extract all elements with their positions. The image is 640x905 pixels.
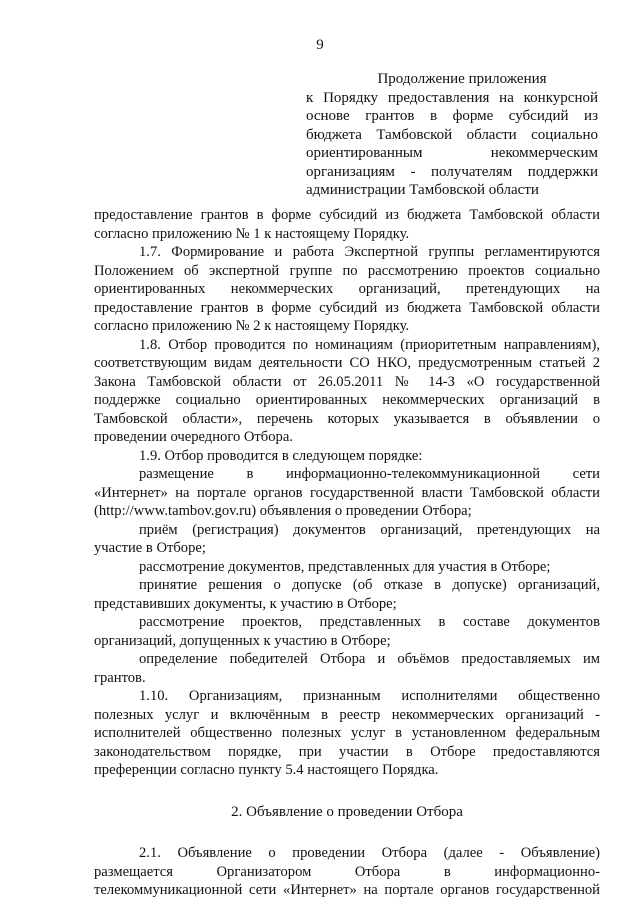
text-line: размещение в информационно-телекоммуникационной сети (139, 466, 600, 482)
text-line: 1.9. Отбор проводится в следующем порядке: (139, 447, 423, 464)
text-line: согласно приложению № 1 к настоящему Порядку. (94, 225, 410, 242)
text-line: 1.8. Отбор проводится по номинациям (приоритетным направлениям), (139, 336, 600, 353)
text-line: предоставление грантов в форме субсидий из бюджета Тамбовской области (94, 207, 600, 223)
appendix-line: к Порядку предоставления на конкурсной (306, 89, 598, 106)
list-item-review-documents (94, 558, 600, 577)
appendix-heading: Продолжение приложения (377, 71, 547, 87)
paragraph-1-8 (94, 336, 600, 447)
list-item-winners (94, 650, 600, 687)
text-line: (http://www.tambov.gov.ru) объявления о проведении Отбора; (94, 503, 472, 519)
paragraph-2-1 (94, 844, 600, 900)
appendix-line: организациям - получателям поддержки (306, 163, 598, 180)
text-line: грантов. (94, 669, 146, 686)
text-line: участие в Отборе; (94, 540, 206, 556)
list-item-registration (94, 521, 600, 558)
paragraph-1-9 (94, 447, 600, 466)
text-line: Закона Тамбовской области от 26.05.2011 № 14-З «О государственной (94, 373, 600, 390)
text-line: предоставление грантов в форме субсидий из бюджета Тамбовской области (94, 299, 600, 316)
text-line: преференции согласно пункту 5.4 настоящего Порядка. (94, 762, 439, 778)
text-line: рассмотрение проектов, представленных в составе документов (139, 614, 600, 630)
text-line: соответствующим видам деятельности СО НКО, предусмотренным статьей 2 (94, 355, 600, 371)
text-line: приём (регистрация) документов организаций, претендующих на (139, 521, 600, 538)
page-number: 9 (316, 37, 324, 53)
document-body (94, 206, 600, 900)
text-line: ориентированных некоммерческих организаций, претендующих на (94, 281, 600, 297)
text-line: 1.7. Формирование и работа Экспертной группы регламентируются (139, 244, 600, 260)
list-item-review-projects (94, 613, 600, 650)
text-line: телекоммуникационной сети «Интернет» на портале органов государственной (94, 882, 600, 898)
text-line: «Интернет» на портале органов государственной власти Тамбовской области (94, 484, 600, 501)
section-2-title: 2. Объявление о проведении Отбора (231, 803, 463, 820)
list-item-admission-decision (94, 576, 600, 613)
text-line: законодательством порядке, при участии в Отборе предоставляются (94, 743, 600, 760)
text-line: принятие решения о допуске (об отказе в допуске) организаций, (139, 577, 600, 593)
appendix-header (306, 70, 598, 200)
text-line: 1.10. Организациям, признанным исполнителями общественно (139, 688, 600, 704)
list-item-publish (94, 465, 600, 521)
text-line: Положением об экспертной группе по рассмотрению проектов социально (94, 262, 600, 279)
text-line: размещается Организатором Отбора в информационно- (94, 863, 600, 880)
text-line: полезных услуг и включённым в реестр некоммерческих организаций - (94, 706, 600, 723)
text-line: согласно приложению № 2 к настоящему Порядку. (94, 318, 410, 334)
text-line: исполнителей общественно полезных услуг в установленном федеральным (94, 725, 600, 741)
appendix-line: основе грантов в форме субсидий из (306, 108, 598, 124)
text-line: организаций, допущенных к участию в Отборе; (94, 632, 391, 649)
appendix-line: ориентированным некоммерческим (306, 145, 598, 161)
text-line: определение победителей Отбора и объёмов предоставляемых им (139, 651, 600, 667)
paragraph-1-7 (94, 243, 600, 336)
text-line: проведении очередного Отбора. (94, 429, 293, 445)
appendix-line: администрации Тамбовской области (306, 182, 539, 198)
paragraph-1-10 (94, 687, 600, 780)
text-line: 2.1. Объявление о проведении Отбора (далее - Объявление) (139, 845, 600, 861)
paragraph-continuation (94, 206, 600, 243)
text-line: рассмотрение документов, представленных для участия в Отборе; (139, 558, 551, 575)
text-line: поддержке социально ориентированных некоммерческих организаций в (94, 392, 600, 408)
text-line: представивших документы, к участию в Отборе; (94, 595, 397, 612)
appendix-line: бюджета Тамбовской области социально (306, 126, 598, 143)
text-line: Тамбовской области», перечень которых указывается в объявлении о (94, 410, 600, 427)
